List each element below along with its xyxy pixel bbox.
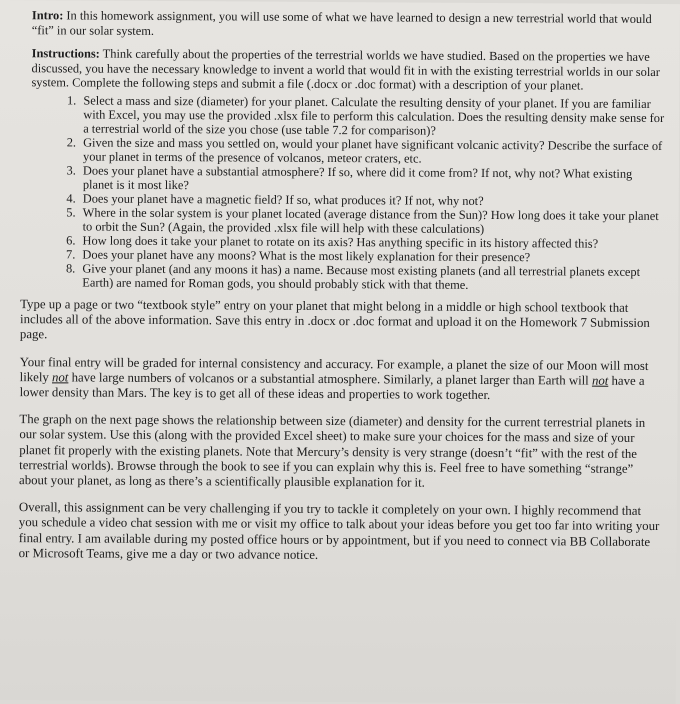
step-item: 8. Give your planet (and any moons it has) a name. Because most existing planets (and all terrestrial planets except Earth) are named for Roman gods, you should probably stick with that theme. [78, 261, 664, 293]
step-item: 3. Does your planet have a substantial atmosphere? If so, where did it come from? If not, why not? What existing planet is it most like? [79, 163, 665, 195]
step-item: 6. How long does it take your planet to rotate on its axis? Has anything specific in its history affected this? [78, 233, 664, 251]
graph-paragraph: The graph on the next page shows the relationship between size (diameter) and density for the current terrestrial planets in our solar system. Use this (along with the provided Excel sheet) to make sure your choices for the mass and size of your planet fit properly with the existing planets. Note that Mercury’s density is very strange (doesn’t “fit” with the rest of the terrestrial worlds). Browse through the book to see if you can explain why this is. Feel free to have something “strange” about your planet, as long as there’s a scientifically plausible explanation for it. [19, 412, 646, 490]
instructions-text: Think carefully about the properties of the terrestrial worlds we have studied. Based on the properties we have discussed, you have the necessary knowledge to invent a world that would fit in with the existing terrestrial worlds in our solar system. Complete the following steps and submit a file (.docx or .doc format) with a description of your planet. [31, 46, 660, 93]
grading-paragraph [20, 355, 664, 405]
grading-text-a: Your final entry will be graded for internal consistency and accuracy. For example, a planet the size of our Moon will most likely [19, 354, 649, 385]
step-item: 5. Where in the solar system is your planet located (average distance from the Sun)? How long does it take your planet to orbit the Sun? (Again, the provided .xlsx file will help with these calculations) [79, 205, 665, 237]
submission-paragraph: Type up a page or two “textbook style” entry on your planet that might belong in a middle or high school textbook that includes all of the above information. Save this entry in .docx or .doc format and upload it on the Homework 7 Submission page. [19, 297, 650, 342]
step-item: 7. Does your planet have any moons? What is the most likely explanation for their presence? [78, 247, 664, 265]
grading-text-c: have a lower density than Mars. The key is to get all of these ideas and properties to work together. [19, 373, 645, 402]
emphasis-not: not [51, 370, 69, 385]
step-item: 4. Does your planet have a magnetic field? If so, what produces it? If not, why not? [79, 191, 665, 209]
step-item: 1. Select a mass and size (diameter) for your planet. Calculate the resulting density of your planet. If you are familiar with Excel, you may use the provided .xlsx file to perform this calculation. Does the resulting density make sense for a terrestrial world of the size you chose (use table 7.2 for comparison)? [79, 93, 665, 139]
instructions-label: Instructions: [31, 46, 100, 61]
advice-paragraph: Overall, this assignment can be very challenging if you try to tackle it completely on your own. I highly recommend that you schedule a video chat session with me or visit my office to talk about your ideas before you get too far into writing your final entry. I am available during my posted office hours or by appointment, but if you need to connect via BB Collaborate or Microsoft Teams, give me a day or two advance notice. [18, 500, 660, 562]
intro-paragraph [22, 8, 666, 41]
grading-text-b: have large numbers of volcanos or a substantial atmosphere. Similarly, a planet larger than Earth will [68, 370, 593, 388]
intro-text: In this homework assignment, you will use some of what we have learned to design a new terrestrial world that would “fit” in our solar system. [31, 8, 652, 38]
emphasis-not: not [591, 373, 609, 388]
step-item: 2. Given the size and mass you settled on, would your planet have significant volcanic activity? Describe the surface of your planet in terms of the presence of volcanos, meteor craters, etc. [79, 135, 665, 167]
intro-label: Intro: [31, 8, 64, 23]
instructions-paragraph [21, 46, 665, 94]
steps-list [20, 93, 665, 293]
